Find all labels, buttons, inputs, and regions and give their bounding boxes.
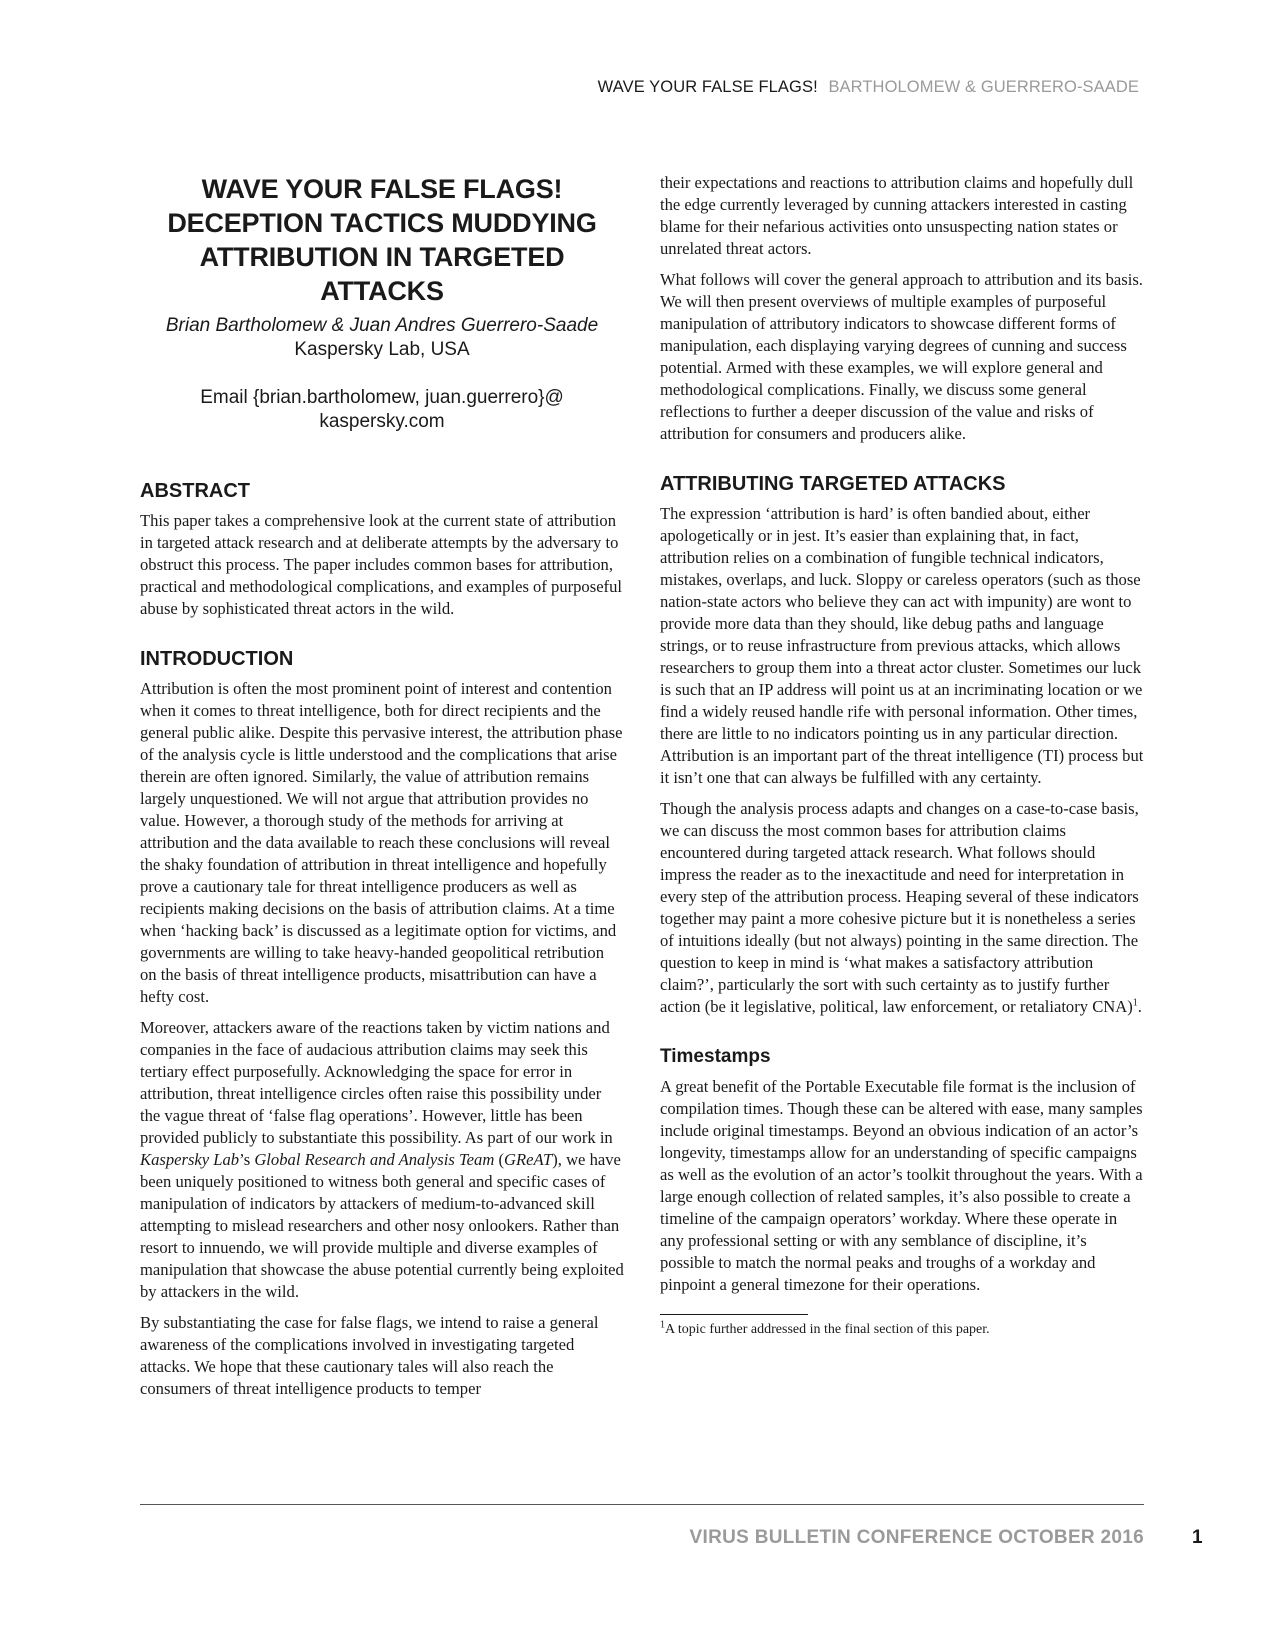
running-head-authors: BARTHOLOMEW & GUERRERO-SAADE	[828, 78, 1139, 96]
abstract-heading: ABSTRACT	[140, 480, 250, 502]
attributing-paragraph: The expression ‘attribution is hard’ is often bandied about, either apologetically or in jest. It’s easier than explaining that, in fact, attribution relies on a combination of fungible technical indicators, mistakes, overlaps, and luck. Sloppy or careless operators (such as those nation-state actors who believe they can act with impunity) are wont to provide more data than they should, like debug paths and language strings, or to reuse infrastructure from previous attacks, which allows researchers to group them into a threat actor cluster. Sometimes our luck is such that an IP address will point us at an incriminating location or we find a widely reused handle rife with personal information. Other times, there are little to no indicators pointing us in any particular direction. Attribution is an important part of the threat intelligence (TI) process but it isn’t one that can always be fulfilled with any certainty.	[660, 504, 1144, 787]
footnote-rule	[660, 1314, 808, 1315]
footnote-marker: 1	[660, 1319, 665, 1331]
running-head	[598, 78, 1139, 97]
paper-title	[140, 172, 624, 308]
title-line: WAVE YOUR FALSE FLAGS!	[201, 174, 563, 204]
introduction-heading: INTRODUCTION	[140, 648, 294, 670]
right-column	[660, 172, 1144, 1339]
footnote-reference[interactable]: 1	[1132, 997, 1138, 1009]
abstract-text: This paper takes a comprehensive look at the current state of attribution in targeted attack research and at deliberate attempts by the adversary to obstruct this process. The paper includes common bases for attribution, practical and methodological complications, and examples of purposeful abuse by sophisticated threat actors in the wild.	[140, 511, 622, 618]
footer-conference: VIRUS BULLETIN CONFERENCE OCTOBER 2016	[689, 1527, 1144, 1548]
text-run: .	[1137, 997, 1142, 1016]
text-run-italic: GReAT	[504, 1150, 553, 1169]
email-line: Email {brian.bartholomew, juan.guerrero}@	[200, 387, 564, 408]
text-run: ), we have been uniquely positioned to witness both general and specific cases of manipulation of indicators by attackers of medium-to-advanced skill attempting to mislead researchers and other nosy onlookers. Rather than resort to innuendo, we will provide multiple and diverse examples of manipulation that showcase the abuse potential currently being exploited by attackers in the wild.	[140, 1150, 624, 1301]
title-line: DECEPTION TACTICS MUDDYING	[167, 208, 597, 238]
introduction-paragraph	[140, 1017, 624, 1303]
page-number: 1	[1192, 1527, 1203, 1548]
paper-authors: Brian Bartholomew & Juan Andres Guerrero-Saade	[165, 315, 599, 336]
text-run: Moreover, attackers aware of the reactions taken by victim nations and companies in the face of audacious attribution claims may seek this tertiary effect purposefully. Acknowledging the space for error in attribution, threat intelligence circles often raise this possibility under the vague threat of ‘false flag operations’. However, little has been provided publicly to substantiate this possibility. As part of our work in	[140, 1018, 613, 1147]
introduction-paragraph-continued: their expectations and reactions to attribution claims and hopefully dull the edge currently leveraged by cunning attackers interested in casting blame for their nefarious activities onto unsuspecting nation states or unrelated threat actors.	[660, 173, 1134, 258]
timestamps-paragraph: A great benefit of the Portable Executable file format is the inclusion of compilation times. Though these can be altered with ease, many samples include original timestamps. Beyond an obvious indication of an actor’s longevity, timestamps allow for an understanding of specific campaigns as well as the evolution of an actor’s toolkit throughout the years. With a large enough collection of related samples, it’s also possible to create a timeline of the campaign operators’ workday. Where these operate in any professional setting or with any semblance of discipline, it’s possible to match the normal peaks and troughs of a workday and pinpoint a general timezone for their operations.	[660, 1077, 1143, 1294]
introduction-paragraph: What follows will cover the general approach to attribution and its basis. We will then present overviews of multiple examples of purposeful manipulation of attributory indicators to showcase different forms of manipulation, each displaying varying degrees of cunning and success potential. Armed with these examples, we will explore general and methodological complications. Finally, we discuss some general reflections to further a deeper discussion of the value and risks of attribution for consumers and producers alike.	[660, 270, 1143, 443]
text-run-italic: Kaspersky Lab	[140, 1150, 240, 1169]
text-run-italic: Global Research and Analysis Team	[254, 1150, 495, 1169]
timestamps-heading: Timestamps	[660, 1046, 771, 1067]
title-line: ATTRIBUTION IN TARGETED	[199, 242, 565, 272]
text-run: Though the analysis process adapts and changes on a case-to-case basis, we can discuss the most common bases for attribution claims encountered during targeted attack research. What follows should impress the reader as to the inexactitude and need for interpretation in every step of the attribution process. Heaping several of these indicators together may paint a more cohesive picture but it is nonetheless a series of intuitions ideally (but not always) pointing in the same direction. The question to keep in mind is ‘what makes a satisfactory attribution claim?’, particularly the sort with such certainty as to justify further action (be it legislative, political, law enforcement, or retaliatory CNA)	[660, 799, 1139, 1016]
title-line: ATTACKS	[320, 276, 444, 306]
left-column	[140, 172, 624, 1400]
footer-rule	[140, 1504, 1144, 1505]
paper-affiliation: Kaspersky Lab, USA	[294, 339, 470, 360]
attributing-paragraph	[660, 798, 1144, 1018]
text-run: (	[494, 1150, 505, 1169]
text-run: ’s	[239, 1150, 255, 1169]
attributing-heading: ATTRIBUTING TARGETED ATTACKS	[660, 473, 1006, 495]
email-line: kaspersky.com	[319, 411, 445, 432]
introduction-paragraph: Attribution is often the most prominent point of interest and contention when it comes to threat intelligence, both for direct recipients and the general public alike. Despite this pervasive interest, the attribution phase of the analysis cycle is little understood and the complications that arise therein are often ignored. Similarly, the value of attribution remains largely unquestioned. We will not argue that attribution provides no value. However, a thorough study of the methods for arriving at attribution and the data available to reach these conclusions will reveal the shaky foundation of attribution in threat intelligence and hopefully prove a cautionary tale for threat intelligence producers as well as recipients making decisions on the basis of attribution claims. At a time when ‘hacking back’ is discussed as a legitimate option for victims, and governments are willing to take heavy-handed geopolitical retribution on the basis of threat intelligence products, misattribution can have a hefty cost.	[140, 679, 623, 1006]
running-head-title: WAVE YOUR FALSE FLAGS!	[597, 78, 818, 96]
footnote-text: A topic further addressed in the final section of this paper.	[665, 1322, 990, 1337]
introduction-paragraph: By substantiating the case for false flags, we intend to raise a general awareness of the complications involved in investigating targeted attacks. We hope that these cautionary tales will also reach the consumers of threat intelligence products to temper	[140, 1313, 599, 1398]
footnote	[660, 1321, 1144, 1339]
paper-email	[140, 386, 624, 434]
